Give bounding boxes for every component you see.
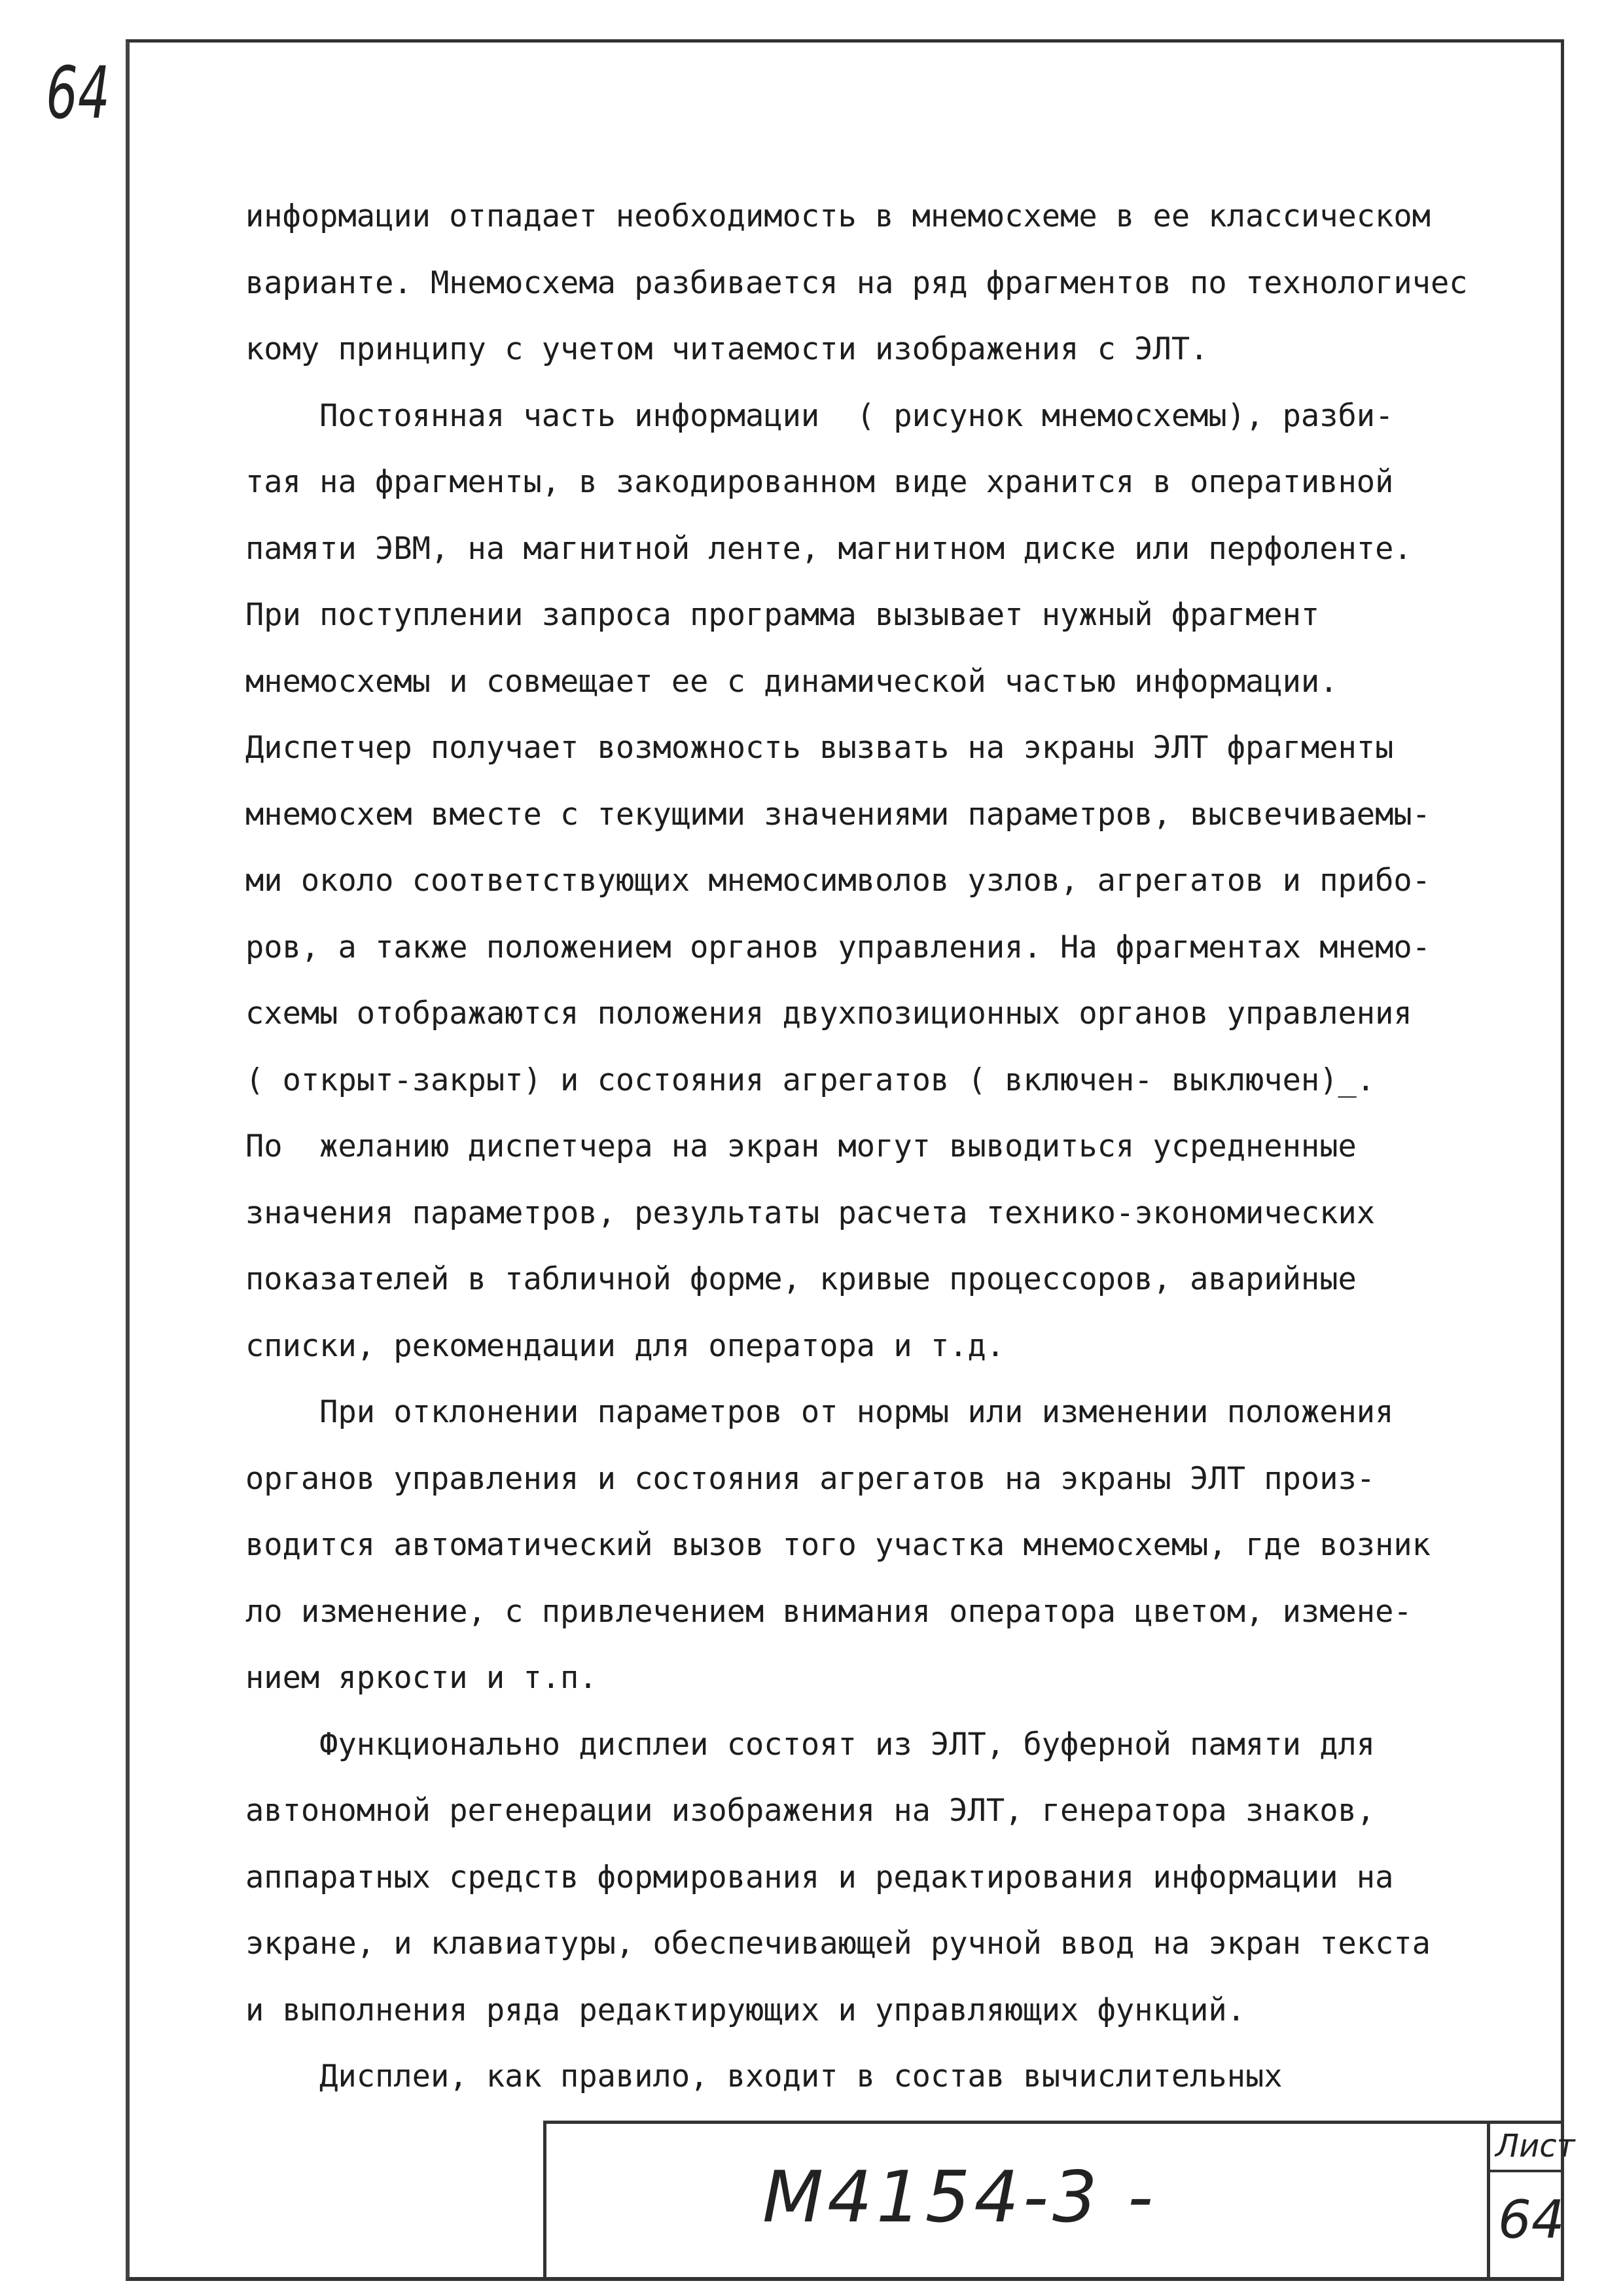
text-line: кому принципу с учетом читаемости изображения с ЭЛТ. (245, 331, 1209, 367)
text-line: и выполнения ряда редактирующих и управляющих функций. (245, 1992, 1246, 2028)
text-line: Диспетчер получает возможность вызвать на экраны ЭЛТ фрагменты (245, 730, 1394, 766)
text-line: Дисплеи, как правило, входит в состав вычислительных (245, 2058, 1283, 2094)
text-line: Постоянная часть информации ( рисунок мнемосхемы), разби- (245, 397, 1394, 434)
text-line: ров, а также положением органов управления. На фрагментах мнемо- (245, 929, 1431, 965)
paragraph (245, 2043, 1544, 2110)
text-line: При поступлении запроса программа вызывает нужный фрагмент (245, 597, 1320, 633)
text-line: схемы отображаются положения двухпозиционных органов управления (245, 996, 1412, 1031)
title-block (543, 2121, 1575, 2281)
text-line: автономной регенерации изображения на ЭЛТ, генератора знаков, (245, 1793, 1376, 1829)
text-line: ми около соответствующих мнемосимволов узлов, агрегатов и прибо- (245, 863, 1431, 899)
paragraph (245, 383, 1544, 1380)
text-line: водится автоматический вызов того участка мнемосхемы, где возник (245, 1527, 1431, 1563)
document-code: М4154-3 - (762, 2157, 1158, 2238)
text-line: мнемосхемы и совмещает ее с динамической частью информации. (245, 663, 1338, 700)
text-line: экране, и клавиатуры, обеспечивающей ручной ввод на экран текста (245, 1926, 1431, 1962)
text-line: органов управления и состояния агрегатов на экраны ЭЛТ произ- (245, 1460, 1376, 1497)
text-line: списки, рекомендации для оператора и т.д. (245, 1327, 1005, 1364)
text-line: информации отпадает необходимость в мнемосхеме в ее классическом (245, 198, 1431, 234)
sheet-number: 64 (1498, 2189, 1565, 2250)
paragraph (245, 183, 1544, 383)
text-line: ( открыт-закрыт) и состояния агрегатов ( включен- выключен)_. (245, 1062, 1376, 1098)
text-line: мнемосхем вместе с текущими значениями параметров, высвечиваемы- (245, 796, 1431, 833)
sheet-cell (1487, 2124, 1575, 2281)
paragraph (245, 1712, 1544, 2044)
text-line: памяти ЭВМ, на магнитной ленте, магнитном диске или перфоленте. (245, 530, 1412, 567)
text-line: показателей в табличной форме, кривые процессоров, аварийные (245, 1261, 1357, 1297)
text-line: значения параметров, результаты расчета технико-экономических (245, 1194, 1376, 1231)
text-line: аппаратных средств формирования и редактирования информации на (245, 1859, 1394, 1895)
text-line: По желанию диспетчера на экран могут выводиться усредненные (245, 1128, 1357, 1164)
text-line: варианте. Мнемосхема разбивается на ряд фрагментов по технологичес (245, 264, 1468, 301)
text-line: тая на фрагменты, в закодированном виде хранится в оперативной (245, 464, 1394, 500)
handwritten-page-number: 64 (46, 51, 110, 135)
body-text (245, 183, 1544, 2110)
text-line: Функционально дисплеи состоят из ЭЛТ, буферной памяти для (245, 1726, 1376, 1763)
sheet-label: Лист (1495, 2128, 1575, 2164)
paragraph (245, 1379, 1544, 1712)
text-line: нием яркости и т.п. (245, 1660, 597, 1696)
sheet-divider (1490, 2170, 1564, 2172)
text-line: При отклонении параметров от нормы или изменении положения (245, 1394, 1394, 1430)
text-line: ло изменение, с привлечением внимания оператора цветом, измене- (245, 1593, 1412, 1630)
